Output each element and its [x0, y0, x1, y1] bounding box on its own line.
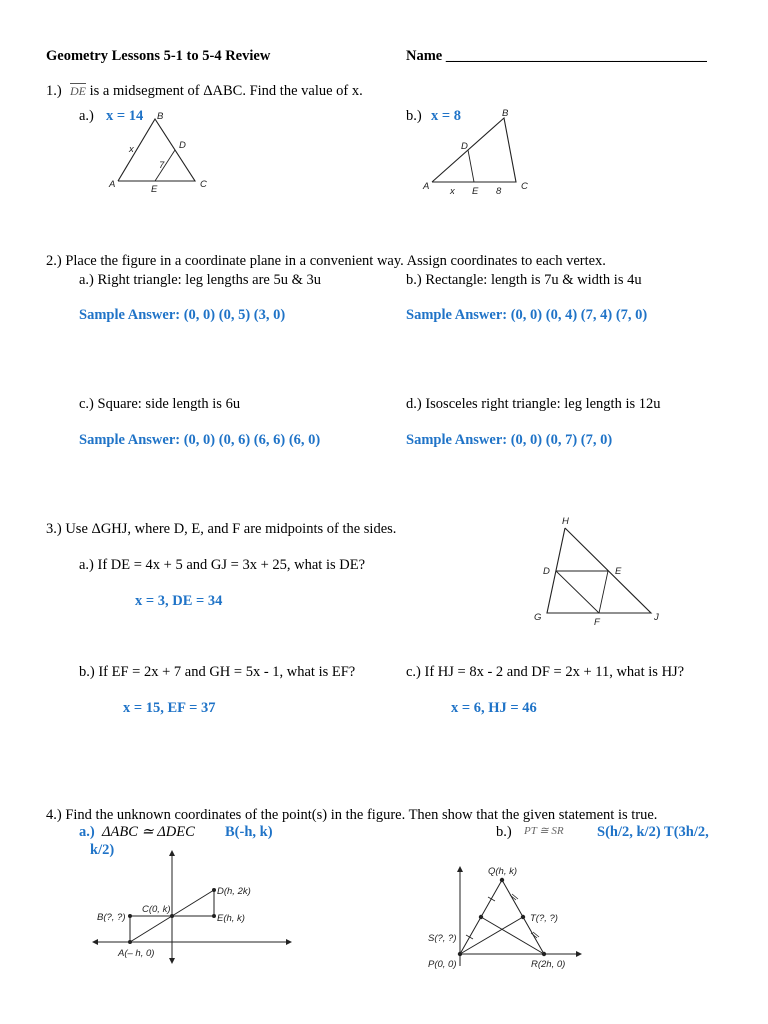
- q3-prompt: 3.) Use ΔGHJ, where D, E, and F are midpoints of the sides.: [46, 521, 397, 537]
- label-c: C(0, k): [142, 904, 171, 915]
- q3a-text: a.) If DE = 4x + 5 and GJ = 3x + 25, what is DE?: [79, 557, 366, 573]
- label-b: B(?, ?): [97, 912, 126, 923]
- q1a-label: a.): [79, 108, 94, 124]
- q2b-answer: Sample Answer: (0, 0) (0, 4) (7, 4) (7, 0): [406, 307, 648, 323]
- label-j: J: [654, 612, 659, 623]
- q1b-triangle-figure: [420, 106, 540, 196]
- label-e: E(h, k): [217, 913, 245, 924]
- label-b: B: [157, 111, 164, 122]
- label-d: D(h, 2k): [217, 886, 251, 897]
- q4b-answer: S(h/2, k/2) T(3h/2,: [597, 824, 709, 840]
- q1-prompt: [70, 84, 363, 99]
- label-7: 7: [159, 160, 165, 171]
- label-r: R(2h, 0): [531, 959, 566, 970]
- q2b-text: b.) Rectangle: length is 7u & width is 4u: [406, 272, 642, 288]
- label-e: E: [151, 184, 158, 195]
- q1a-triangle-figure: [105, 108, 225, 198]
- q4a-label: a.): [79, 824, 95, 840]
- label-d: D: [461, 141, 468, 152]
- q1b-answer: x = 8: [431, 108, 462, 124]
- q2a-text: a.) Right triangle: leg lengths are 5u & 3u: [79, 272, 322, 288]
- label-t: T(?, ?): [530, 913, 558, 924]
- q4b-statement: PT ≅ SR: [524, 825, 564, 837]
- q4b-answer-continued: k/2): [90, 842, 115, 858]
- q4-prompt: 4.) Find the unknown coordinates of the point(s) in the figure. Then show that the given statement is true.: [46, 807, 658, 823]
- q4a-answer: B(-h, k): [225, 824, 273, 840]
- label-g: G: [534, 612, 542, 623]
- q1a-answer: x = 14: [106, 108, 144, 124]
- q4b-label: b.): [496, 824, 512, 840]
- q4a-statement: ΔABC ≃ ΔDEC: [102, 824, 195, 840]
- label-d: D: [543, 566, 550, 577]
- label-q: Q(h, k): [488, 866, 518, 877]
- q2c-answer: Sample Answer: (0, 0) (0, 6) (6, 6) (6, 0): [79, 432, 321, 448]
- q1-prompt-text: is a midsegment of ΔABC. Find the value of x.: [86, 83, 363, 99]
- label-d: D: [179, 140, 186, 151]
- label-8: 8: [496, 186, 502, 197]
- q3b-answer: x = 15, EF = 37: [123, 700, 216, 716]
- q1-number: 1.): [46, 83, 62, 99]
- q2d-text: d.) Isosceles right triangle: leg length is 12u: [406, 396, 661, 412]
- label-h: H: [562, 516, 569, 527]
- label-a: A(– h, 0): [118, 948, 155, 959]
- label-f: F: [594, 617, 600, 628]
- q2c-text: c.) Square: side length is 6u: [79, 396, 241, 412]
- label-e: E: [472, 186, 479, 197]
- label-b: B: [502, 108, 509, 119]
- label-x: x: [129, 144, 134, 155]
- worksheet-title: Geometry Lessons 5-1 to 5-4 Review: [46, 48, 271, 64]
- label-s: S(?, ?): [428, 933, 457, 944]
- name-field[interactable]: Name ____________________________________: [406, 48, 707, 64]
- de-segment: $\overline{DE}$: [70, 84, 86, 98]
- label-a: A: [423, 181, 430, 192]
- label-e: E: [615, 566, 622, 577]
- q3-triangle-figure: [530, 512, 680, 632]
- label-p: P(0, 0): [428, 959, 457, 970]
- label-c: C: [521, 181, 528, 192]
- q2-prompt: 2.) Place the figure in a coordinate plane in a convenient way. Assign coordinates to each vertex.: [46, 253, 606, 269]
- q2d-answer: Sample Answer: (0, 0) (0, 7) (7, 0): [406, 432, 613, 448]
- q4b-coordinate-figure: [424, 864, 584, 974]
- label-x: x: [450, 186, 455, 197]
- q3b-text: b.) If EF = 2x + 7 and GH = 5x - 1, what is EF?: [79, 664, 356, 680]
- q3a-answer: x = 3, DE = 34: [135, 593, 223, 609]
- q4a-coordinate-figure: [92, 848, 292, 968]
- q1b-label: b.): [406, 108, 422, 124]
- q2a-answer: Sample Answer: (0, 0) (0, 5) (3, 0): [79, 307, 286, 323]
- label-a: A: [109, 179, 116, 190]
- q3c-text: c.) If HJ = 8x - 2 and DF = 2x + 11, what is HJ?: [406, 664, 685, 680]
- label-c: C: [200, 179, 207, 190]
- q3c-answer: x = 6, HJ = 46: [451, 700, 537, 716]
